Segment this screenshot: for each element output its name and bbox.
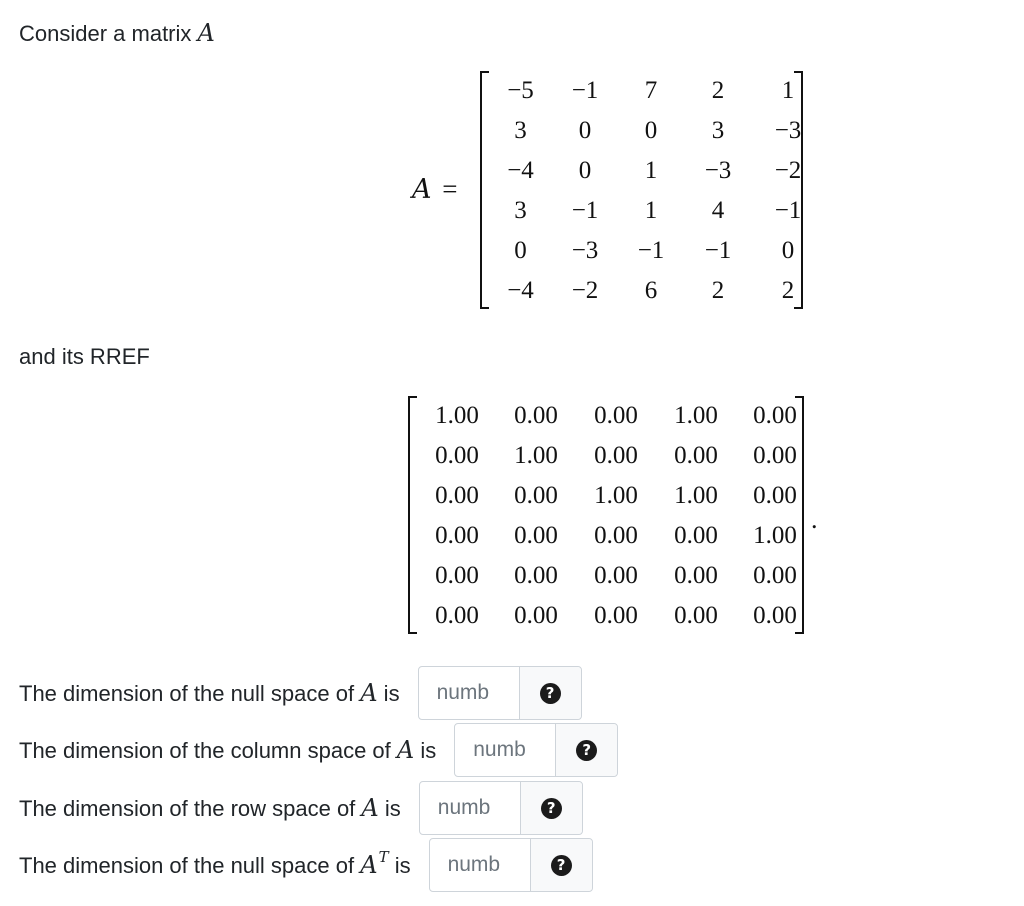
question-mark-icon: ?: [541, 798, 562, 819]
matrix-a-entry: 2: [711, 77, 725, 104]
matrix-a-entry: −1: [774, 197, 802, 224]
help-button[interactable]: [520, 782, 582, 834]
rref-entry: 0.00: [594, 442, 638, 469]
answer-group-left-null-space: [429, 838, 593, 892]
matrix-a: [480, 71, 803, 309]
question-mark-icon: ?: [576, 740, 597, 761]
matrix-a-entry: −2: [774, 157, 802, 184]
answer-group-null-space: [418, 666, 582, 720]
rref-matrix-grid: [418, 396, 797, 634]
left-bracket: [480, 71, 489, 309]
matrix-a-entry: 0: [781, 237, 795, 264]
matrix-a-entry: −3: [704, 157, 732, 184]
rref-entry: 0.00: [674, 562, 718, 589]
intro-text: Consider a matrix A: [19, 19, 215, 47]
rref-matrix: [408, 396, 804, 634]
rref-entry: 0.00: [514, 562, 558, 589]
rref-entry: 1.00: [514, 442, 558, 469]
right-bracket: [794, 71, 803, 309]
rref-entry: 0.00: [753, 562, 797, 589]
matrix-a-entry: 0: [578, 117, 592, 144]
rref-entry: 0.00: [435, 482, 479, 509]
matrix-a-entry: −1: [637, 237, 665, 264]
question-row-space: The dimension of the row space of A is numb ?: [19, 780, 583, 836]
matrix-a-entry: 2: [711, 277, 725, 304]
rref-entry: 1.00: [753, 522, 797, 549]
matrix-a-entry: −1: [571, 77, 599, 104]
matrix-a-entry: 3: [711, 117, 725, 144]
question-left-null-space: The dimension of the null space of $A^T$ is numb ?: [19, 837, 593, 893]
rref-entry: 0.00: [435, 562, 479, 589]
matrix-a-entry: −3: [774, 117, 802, 144]
rref-entry: 0.00: [674, 442, 718, 469]
matrix-a-entry: 1: [781, 77, 795, 104]
rref-entry: 0.00: [514, 602, 558, 629]
matrix-a-entry: 0: [514, 237, 527, 264]
rref-entry: 0.00: [674, 602, 718, 629]
rref-entry: 1.00: [674, 482, 718, 509]
column-space-dimension-input[interactable]: [455, 724, 555, 776]
matrix-a-entry: 3: [514, 117, 527, 144]
rref-entry: 0.00: [514, 482, 558, 509]
help-button[interactable]: [519, 667, 581, 719]
matrix-a-entry: −3: [571, 237, 599, 264]
rref-entry: 1.00: [674, 402, 718, 429]
matrix-a-grid: [490, 71, 802, 309]
question-mark-icon: ?: [551, 855, 572, 876]
rref-entry: 0.00: [514, 522, 558, 549]
row-space-dimension-input[interactable]: [420, 782, 520, 834]
question-column-space: The dimension of the column space of A is numb ?: [19, 722, 618, 778]
rref-entry: 0.00: [594, 562, 638, 589]
rref-entry: 0.00: [753, 402, 797, 429]
matrix-a-entry: −1: [704, 237, 732, 264]
matrix-a-entry: −4: [507, 277, 534, 304]
rref-entry: 0.00: [753, 482, 797, 509]
null-space-dimension-input[interactable]: [419, 667, 519, 719]
matrix-a-entry: 4: [711, 197, 725, 224]
rref-entry: 0.00: [594, 402, 638, 429]
rref-entry: 0.00: [435, 442, 479, 469]
rref-entry: 0.00: [674, 522, 718, 549]
matrix-a-entry: 3: [514, 197, 527, 224]
rref-entry: 1.00: [435, 402, 479, 429]
rref-entry: 1.00: [594, 482, 638, 509]
rref-entry: 0.00: [753, 602, 797, 629]
matrix-a-entry: −1: [571, 197, 599, 224]
matrix-a-entry: −2: [571, 277, 599, 304]
rref-entry: 0.00: [753, 442, 797, 469]
matrix-a-entry: 2: [781, 277, 795, 304]
rref-entry: 0.00: [514, 402, 558, 429]
matrix-variable: A: [197, 19, 215, 47]
matrix-a-entry: 0: [578, 157, 592, 184]
transpose-null-space-dimension-input[interactable]: [430, 839, 530, 891]
matrix-a-entry: 1: [644, 197, 658, 224]
matrix-a-entry: −5: [507, 77, 534, 104]
matrix-a-entry: −4: [507, 157, 534, 184]
rref-entry: 0.00: [594, 522, 638, 549]
left-bracket: [408, 396, 417, 634]
matrix-a-entry: 6: [644, 277, 658, 304]
help-button[interactable]: [530, 839, 592, 891]
matrix-a-entry: 7: [644, 77, 658, 104]
matrix-a-label: A =: [412, 174, 458, 205]
matrix-a-entry: 0: [644, 117, 658, 144]
help-button[interactable]: [555, 724, 617, 776]
answer-group-column-space: [454, 723, 618, 777]
rref-intro-text: and its RREF: [19, 344, 150, 369]
question-null-space: The dimension of the null space of A is numb ?: [19, 665, 582, 721]
right-bracket: [795, 396, 804, 634]
matrix-a-entry: 1: [644, 157, 658, 184]
rref-entry: 0.00: [435, 522, 479, 549]
question-mark-icon: ?: [540, 683, 561, 704]
rref-period: .: [811, 505, 818, 534]
rref-entry: 0.00: [435, 602, 479, 629]
rref-entry: 0.00: [594, 602, 638, 629]
answer-group-row-space: [419, 781, 583, 835]
